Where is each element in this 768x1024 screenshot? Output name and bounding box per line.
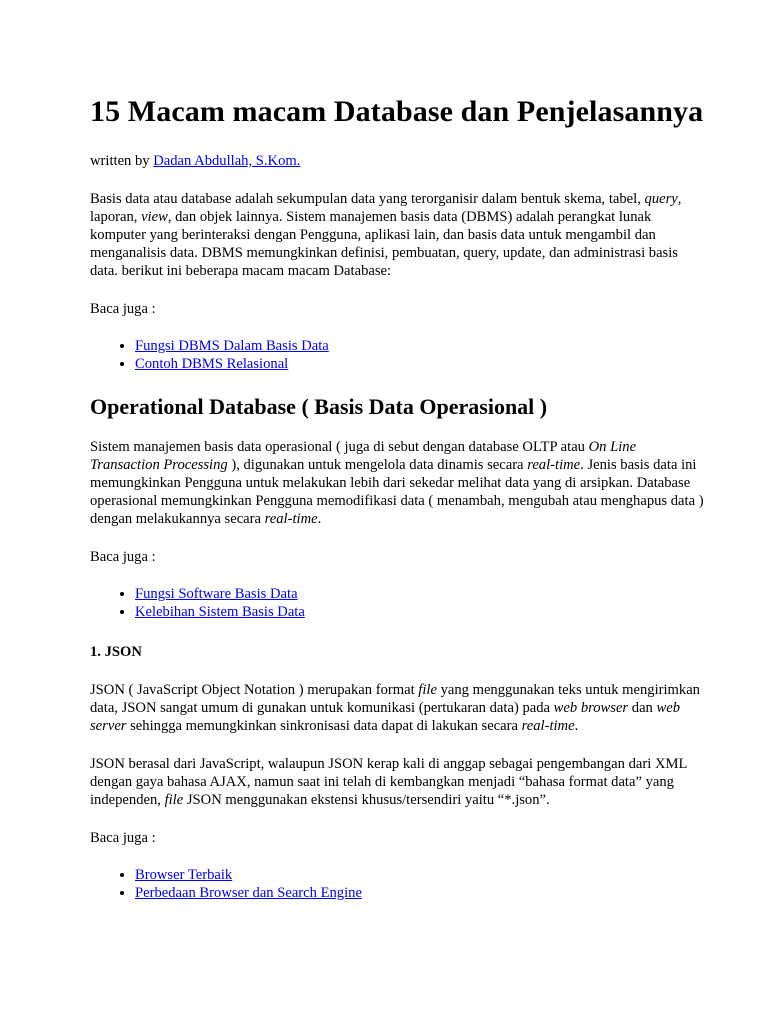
json-p1-text-3: dan [628,700,657,716]
json-p1-text-5: . [574,718,579,734]
intro-text-3: , dan objek lainnya. Sistem manajemen basis data (DBMS) adalah perangkat lunak komputer yang berinteraksi dengan Pengguna, aplikasi lain, dan basis data untuk mengambil dan menganalisis data. DBMS memungkinkan definisi, pembuatan, query, update, dan administrasi basis data. berikut ini beberapa macam macam Database: [90,209,678,279]
baca-juga-label-3: Baca juga : [90,830,156,846]
operational-text-2: ), digunakan untuk mengelola data dinamis secara [227,457,528,473]
page-title: 15 Macam macam Database dan Penjelasannya [90,95,704,128]
list-item [135,585,708,603]
operational-italic-oltp: On Line Transaction Processing [90,439,637,473]
intro-italic-query: query [644,191,678,207]
intro-italic-view: view [141,209,168,225]
item-heading-json: 1. JSON [90,644,142,660]
json-p1-italic-file: file [418,682,437,698]
json-p2-italic-file: file [164,792,184,808]
link-fungsi-dbms[interactable]: Fungsi DBMS Dalam Basis Data [135,338,329,354]
operational-text-3: . Jenis basis data ini memungkinkan Pengguna untuk melakukan lebih dari sekedar melihat data yang di arsipkan. Database operasional memungkinkan Pengguna memodifikasi data ( menambah, mengubah atau menghapus data ) dengan melakukannya secara [90,457,704,527]
operational-italic-realtime-2: real-time [264,511,318,527]
link-browser-terbaik[interactable]: Browser Terbaik [135,867,233,883]
intro-text-1: Basis data atau database adalah sekumpulan data yang terorganisir dalam bentuk skema, tabel, [90,191,645,207]
link-contoh-dbms-relasional[interactable]: Contoh DBMS Relasional [135,356,289,372]
json-p1-italic-web-server: web server [90,700,681,734]
intro-paragraph [90,190,708,280]
json-p1-italic-web-browser: web browser [553,700,629,716]
json-p1-text-2: yang menggunakan teks untuk mengirimkan data, JSON sangat umum di gunakan untuk komunikasi (pertukaran data) pada [90,682,700,716]
operational-text-4: . [317,511,322,527]
operational-text-1: Sistem manajemen basis data operasional ( juga di sebut dengan database OLTP atau [90,439,589,455]
json-p1-text-1: JSON ( JavaScript Object Notation ) merupakan format [90,682,419,698]
json-paragraph-1 [90,681,708,735]
list-item [135,866,708,884]
json-p1-text-4: sehingga memungkinkan sinkronisasi data dapat di lakukan secara [126,718,522,734]
section-heading-operational: Operational Database ( Basis Data Operasional ) [90,394,548,419]
list-item [135,337,708,355]
json-p1-italic-realtime: real-time [521,718,575,734]
json-p2-text-1: JSON berasal dari JavaScript, walaupun JSON kerap kali di anggap sebagai pengembangan dari XML dengan gaya bahasa AJAX, namun saat ini telah di kembangkan menjadi “bahasa format data” yang independen, [90,756,687,808]
baca-juga-label-1: Baca juga : [90,301,156,317]
author-link[interactable]: Dadan Abdullah, S.Kom. [153,153,301,169]
related-links-1 [90,337,708,373]
json-paragraph-2 [90,755,708,809]
link-perbedaan-browser[interactable]: Perbedaan Browser dan Search Engine [135,885,362,901]
list-item [135,603,708,621]
byline [90,152,708,170]
json-p2-text-2: JSON menggunakan ekstensi khusus/tersendiri yaitu “*.json”. [183,792,550,808]
list-item [135,355,708,373]
operational-italic-realtime-1: real-time [527,457,581,473]
link-fungsi-software[interactable]: Fungsi Software Basis Data [135,586,298,602]
related-links-3 [90,866,708,902]
byline-prefix: written by [90,153,154,169]
operational-paragraph [90,438,708,528]
related-links-2 [90,585,708,621]
list-item [135,884,708,902]
baca-juga-label-2: Baca juga : [90,549,156,565]
link-kelebihan-sistem[interactable]: Kelebihan Sistem Basis Data [135,604,305,620]
intro-text-2: , laporan, [90,191,682,225]
